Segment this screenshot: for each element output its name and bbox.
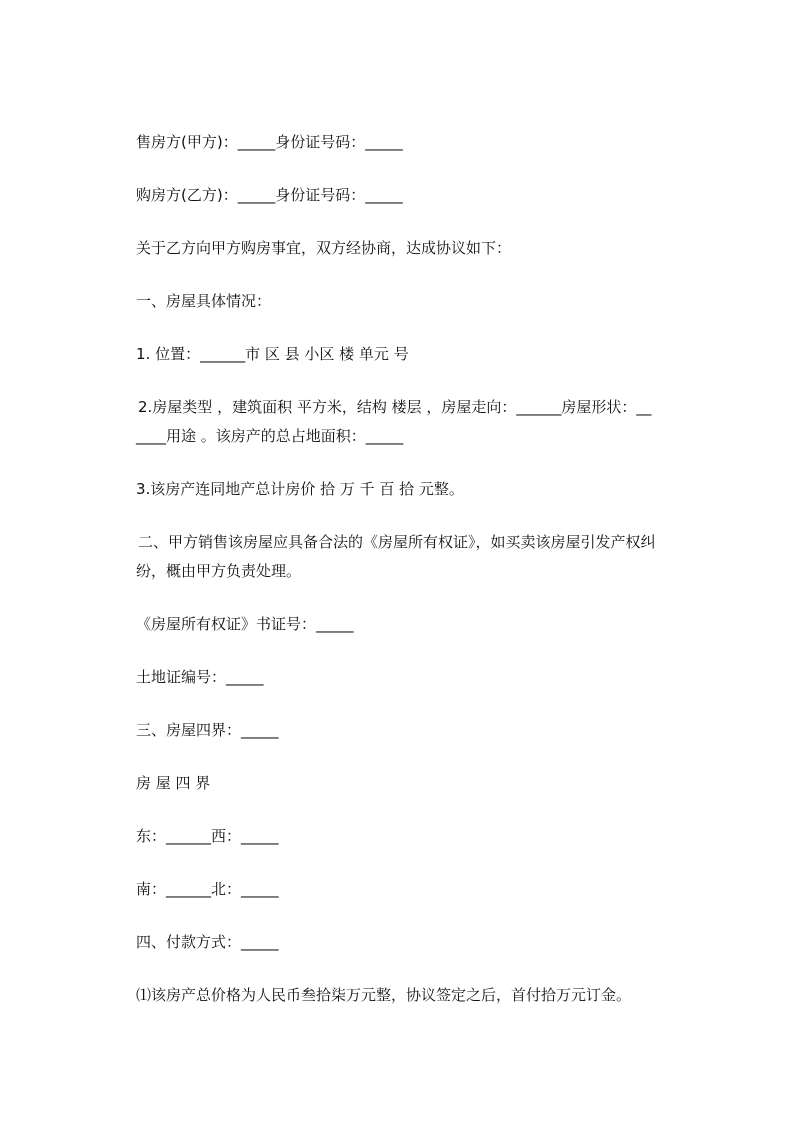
section-3-heading: 三、房屋四界：_____ [136,721,279,739]
seller-line: 售房方(甲方)：_____身份证号码：_____ [136,133,403,151]
east-west-line: 东：______西：_____ [136,827,279,845]
land-certificate-line: 土地证编号：_____ [136,668,264,686]
certificate-number-line: 《房屋所有权证》书证号：_____ [136,615,354,633]
price-line: 3.该房产连同地产总计房价 拾 万 千 百 拾 元整。 [136,480,464,498]
agreement-intro: 关于乙方向甲方购房事宜，双方经协商，达成协议如下： [136,239,512,257]
boundaries-title: 房 屋 四 界 [136,774,211,792]
location-line: 1. 位置：______市 区 县 小区 楼 单元 号 [136,345,409,363]
payment-line-1: ⑴该房产总价格为人民币叁拾柒万元整，协议签定之后，首付拾万元订金。 [136,986,632,1004]
house-type-line-continued: ____用途 。该房产的总占地面积：_____ [136,427,404,445]
south-north-line: 南：______北：_____ [136,880,279,898]
house-type-line: 2.房屋类型 ，建筑面积 平方米，结构 楼层 ，房屋走向：______房屋形状：__ [138,398,652,416]
section-2-paragraph: 二、甲方销售该房屋应具备合法的《房屋所有权证》，如买卖该房屋引发产权纠 [138,533,656,551]
section-2-paragraph-continued: 纷，概由甲方负责处理。 [136,562,302,580]
section-4-heading: 四、付款方式：_____ [136,933,279,951]
buyer-line: 购房方(乙方)：_____身份证号码：_____ [136,186,403,204]
section-1-heading: 一、房屋具体情况： [136,292,272,310]
